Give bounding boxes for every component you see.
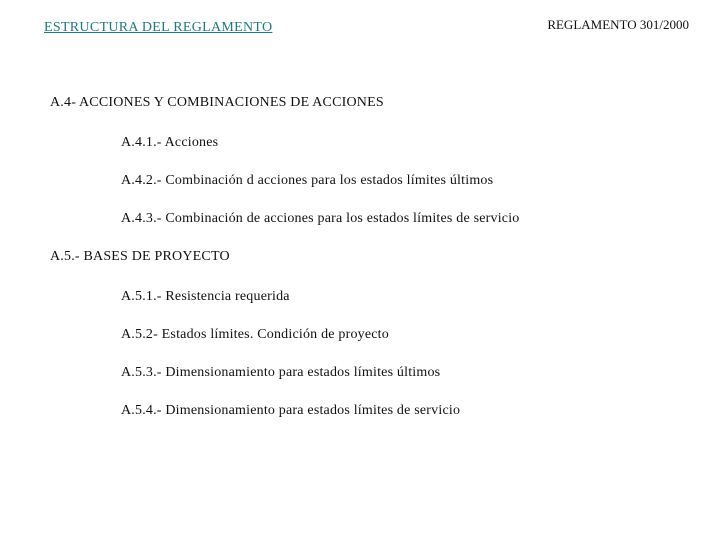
structure-link[interactable]: ESTRUCTURA DEL REGLAMENTO xyxy=(44,20,273,35)
outline-item-a42: A.4.2.- Combinación d acciones para los estados límites últimos xyxy=(121,173,494,188)
outline-item-a52: A.5.2- Estados límites. Condición de proyecto xyxy=(121,327,389,342)
section-title-a5: A.5.- BASES DE PROYECTO xyxy=(50,249,230,264)
outline-item-a53: A.5.3.- Dimensionamiento para estados límites últimos xyxy=(121,365,441,380)
outline-item-a51: A.5.1.- Resistencia requerida xyxy=(121,289,290,304)
outline-item-a41: A.4.1.- Acciones xyxy=(121,135,219,150)
outline-item-a43: A.4.3.- Combinación de acciones para los estados límites de servicio xyxy=(121,211,520,226)
section-title-a4: A.4- ACCIONES Y COMBINACIONES DE ACCIONES xyxy=(50,95,384,110)
outline-item-a54: A.5.4.- Dimensionamiento para estados límites de servicio xyxy=(121,403,461,418)
regulation-id: REGLAMENTO 301/2000 xyxy=(547,17,689,32)
